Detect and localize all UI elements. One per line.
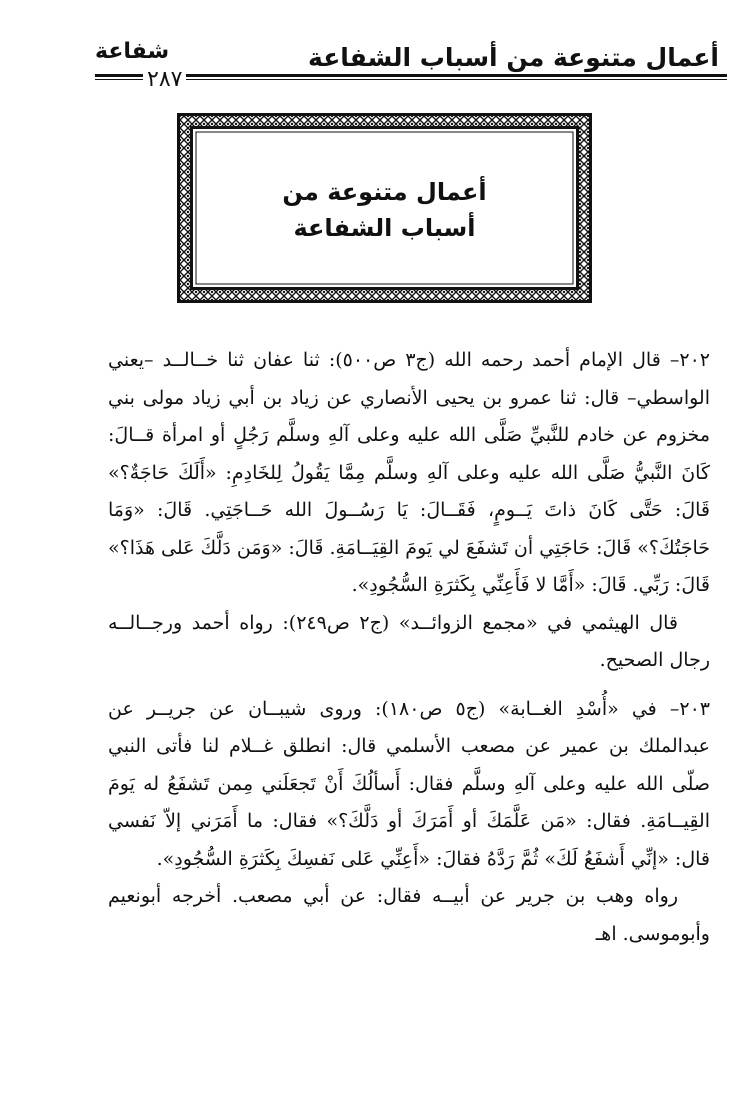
header-rule-thin <box>95 79 727 80</box>
running-header-title: أعمال متنوعة من أسباب الشفاعة <box>308 43 719 72</box>
chapter-title-line-1: أعمال متنوعة من <box>282 178 487 206</box>
chapter-title-box <box>176 112 593 304</box>
paragraph-hadith-202: ٢٠٢– قال الإمام أحمد رحمه الله (ج٣ ص٥٠٠): ثنا عفان ثنا خــالــد –يعني الواسطي– قال: ثنا عمرو بن يحيى الأنصاري عن زياد بن أبي زياد مولى بني مخزوم عن خادم للنَّبيِّ صَلَّى الله عليه وعلى آلهِ وسلَّم رَجُلٍ أو امرأة قــالَ: كَانَ النَّبيُّ صَلَّى الله عليه وعلى آلهِ وسلَّم مِمَّا يَقُولُ لِلخَادِمِ: «أَلَكَ حَاجَةٌ؟» قَالَ: حَتَّى كَانَ ذاتَ يَــومٍ، فَقَــالَ: يَا رَسُــولَ الله حَــاجَتِي. قَالَ: «وَمَا حَاجَتُكَ؟» قَالَ: حَاجَتِي أن تَشفَعَ لي يَومَ القِيَــامَةِ. قَالَ: «وَمَن دَلَّكَ عَلى هَذَا؟» قَالَ: رَبِّي. قَالَ: «أَمَّا لا فَأَعِنِّي بِكَثرَةِ السُّجُودِ». <box>108 349 710 596</box>
chapter-title-line-2: أسباب الشفاعة <box>293 214 476 242</box>
header-ornament-logo: شفاعة <box>95 39 170 64</box>
header-rule <box>95 74 727 77</box>
page-number: ٢٨٧ <box>143 68 186 92</box>
body-text <box>108 342 710 953</box>
chapter-title <box>176 174 593 246</box>
paragraph-narration-note: رواه وهب بن جرير عن أبيــه فقال: عن أبي مصعب. أخرجه أبونعيم وأبوموسى. اهـ <box>108 885 710 945</box>
paragraph-haythami-note: قال الهيثمي في «مجمع الزوائــد» (ج٢ ص٢٤٩): رواه أحمد ورجــالــه رجال الصحيح. <box>108 611 710 671</box>
paragraph-hadith-203: ٢٠٣– في «أُسْدِ الغــابة» (ج٥ ص١٨٠): وروى شيبــان عن جريــر عن عبدالملك بن عمير عن مصعب الأسلمي قال: انطلق غــلام لنا فأتى النبي صلّى الله عليه وعلى آلهِ وسلَّم فقال: أَسألُكَ أَنْ تَجعَلَني مِمن تَشفَعُ له يَومَ القِيــامَةِ. فقال: «مَن عَلَّمَكَ أو أَمَرَكَ أو دَلَّكَ؟» فقال: ما أَمَرَني إلاّ نَفسي قال: «إنِّي أَشفَعُ لَكَ» ثُمَّ رَدَّهُ فقالَ: «أَعِنِّي عَلى نَفسِكَ بِكَثرَةِ السُّجُودِ». <box>108 697 710 870</box>
running-header <box>95 38 727 90</box>
